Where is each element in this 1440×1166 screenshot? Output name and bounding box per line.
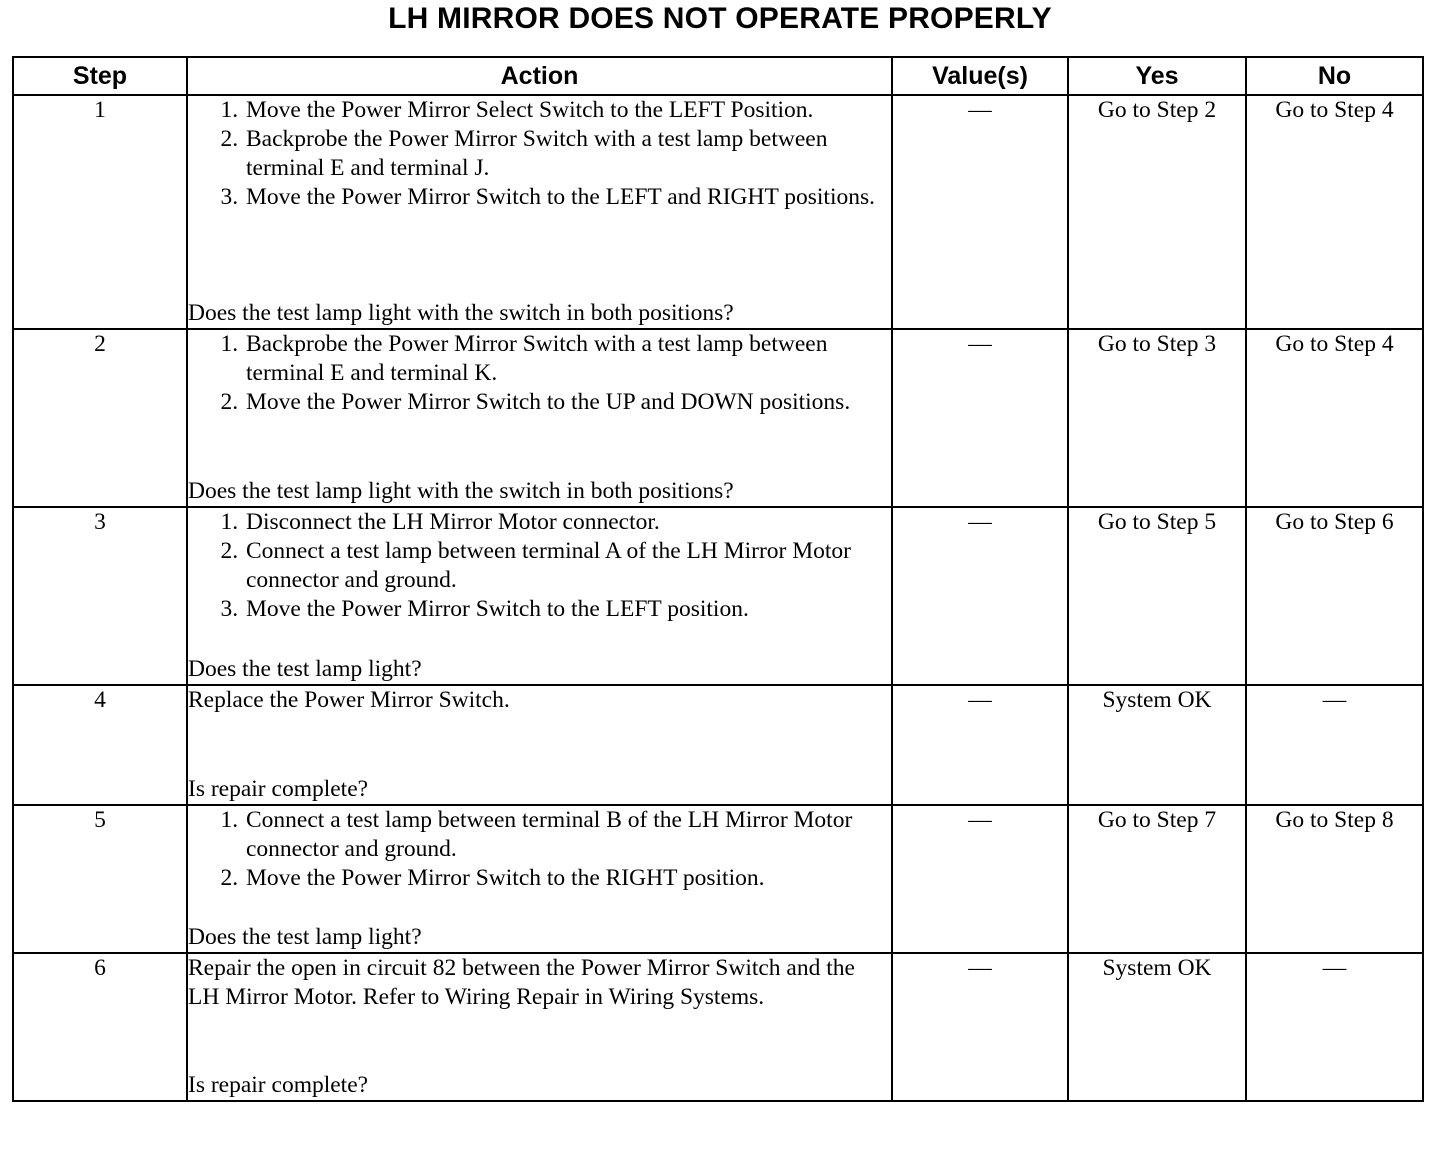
yes-cell: System OK bbox=[1068, 685, 1246, 805]
action-cell bbox=[187, 685, 892, 805]
header-values: Value(s) bbox=[892, 57, 1068, 95]
table-row bbox=[13, 95, 1423, 329]
header-row bbox=[13, 57, 1423, 95]
table-row bbox=[13, 507, 1423, 685]
action-list bbox=[188, 806, 891, 893]
action-item: 1. Disconnect the LH Mirror Motor connector. bbox=[244, 508, 891, 537]
value-cell: — bbox=[892, 95, 1068, 329]
no-cell: Go to Step 6 bbox=[1246, 507, 1423, 685]
no-cell: — bbox=[1246, 685, 1423, 805]
action-item: 3. Move the Power Mirror Switch to the LEFT position. bbox=[244, 595, 891, 624]
value-cell: — bbox=[892, 805, 1068, 953]
action-item: 2. Connect a test lamp between terminal A of the LH Mirror Motor connector and ground. bbox=[244, 537, 891, 595]
step-number: 1 bbox=[13, 95, 187, 329]
step-number: 3 bbox=[13, 507, 187, 685]
action-question: Does the test lamp light with the switch in both positions? bbox=[188, 300, 734, 326]
header-no: No bbox=[1246, 57, 1423, 95]
action-list bbox=[188, 508, 891, 624]
value-cell: — bbox=[892, 329, 1068, 507]
action-cell bbox=[187, 95, 892, 329]
value-cell: — bbox=[892, 507, 1068, 685]
action-cell bbox=[187, 953, 892, 1101]
action-question: Does the test lamp light? bbox=[188, 656, 422, 682]
action-text: Repair the open in circuit 82 between the Power Mirror Switch and the LH Mirror Motor. Refer to Wiring Repair in Wiring Systems. bbox=[188, 955, 855, 1010]
no-cell: — bbox=[1246, 953, 1423, 1101]
step-number: 5 bbox=[13, 805, 187, 953]
table-row bbox=[13, 953, 1423, 1101]
header-action: Action bbox=[187, 57, 892, 95]
action-cell bbox=[187, 805, 892, 953]
header-step: Step bbox=[13, 57, 187, 95]
table-row bbox=[13, 805, 1423, 953]
action-text: Replace the Power Mirror Switch. bbox=[188, 687, 510, 713]
yes-cell: Go to Step 7 bbox=[1068, 805, 1246, 953]
yes-cell: Go to Step 3 bbox=[1068, 329, 1246, 507]
step-number: 2 bbox=[13, 329, 187, 507]
action-cell bbox=[187, 507, 892, 685]
action-question: Is repair complete? bbox=[188, 1072, 369, 1098]
action-item: 2. Move the Power Mirror Switch to the UP and DOWN positions. bbox=[244, 388, 891, 417]
no-cell: Go to Step 8 bbox=[1246, 805, 1423, 953]
no-cell: Go to Step 4 bbox=[1246, 95, 1423, 329]
yes-cell: System OK bbox=[1068, 953, 1246, 1101]
header-yes: Yes bbox=[1068, 57, 1246, 95]
action-question: Does the test lamp light? bbox=[188, 924, 422, 950]
action-question: Is repair complete? bbox=[188, 776, 369, 802]
action-item: 1. Connect a test lamp between terminal B of the LH Mirror Motor connector and ground. bbox=[244, 806, 891, 864]
action-item: 2. Move the Power Mirror Switch to the RIGHT position. bbox=[244, 864, 891, 893]
step-number: 4 bbox=[13, 685, 187, 805]
action-cell bbox=[187, 329, 892, 507]
value-cell: — bbox=[892, 953, 1068, 1101]
action-item: 2. Backprobe the Power Mirror Switch with a test lamp between terminal E and terminal J. bbox=[244, 125, 891, 183]
action-item: 1. Backprobe the Power Mirror Switch with a test lamp between terminal E and terminal K. bbox=[244, 330, 891, 388]
table-row bbox=[13, 329, 1423, 507]
action-list bbox=[188, 96, 891, 212]
action-item: 3. Move the Power Mirror Switch to the LEFT and RIGHT positions. bbox=[244, 183, 891, 212]
value-cell: — bbox=[892, 685, 1068, 805]
page-title: LH MIRROR DOES NOT OPERATE PROPERLY bbox=[388, 2, 1052, 35]
action-item: 1. Move the Power Mirror Select Switch to the LEFT Position. bbox=[244, 96, 891, 125]
diagnostic-table bbox=[12, 56, 1424, 1102]
action-list bbox=[188, 330, 891, 417]
yes-cell: Go to Step 5 bbox=[1068, 507, 1246, 685]
action-question: Does the test lamp light with the switch in both positions? bbox=[188, 478, 734, 504]
yes-cell: Go to Step 2 bbox=[1068, 95, 1246, 329]
no-cell: Go to Step 4 bbox=[1246, 329, 1423, 507]
step-number: 6 bbox=[13, 953, 187, 1101]
table-row bbox=[13, 685, 1423, 805]
